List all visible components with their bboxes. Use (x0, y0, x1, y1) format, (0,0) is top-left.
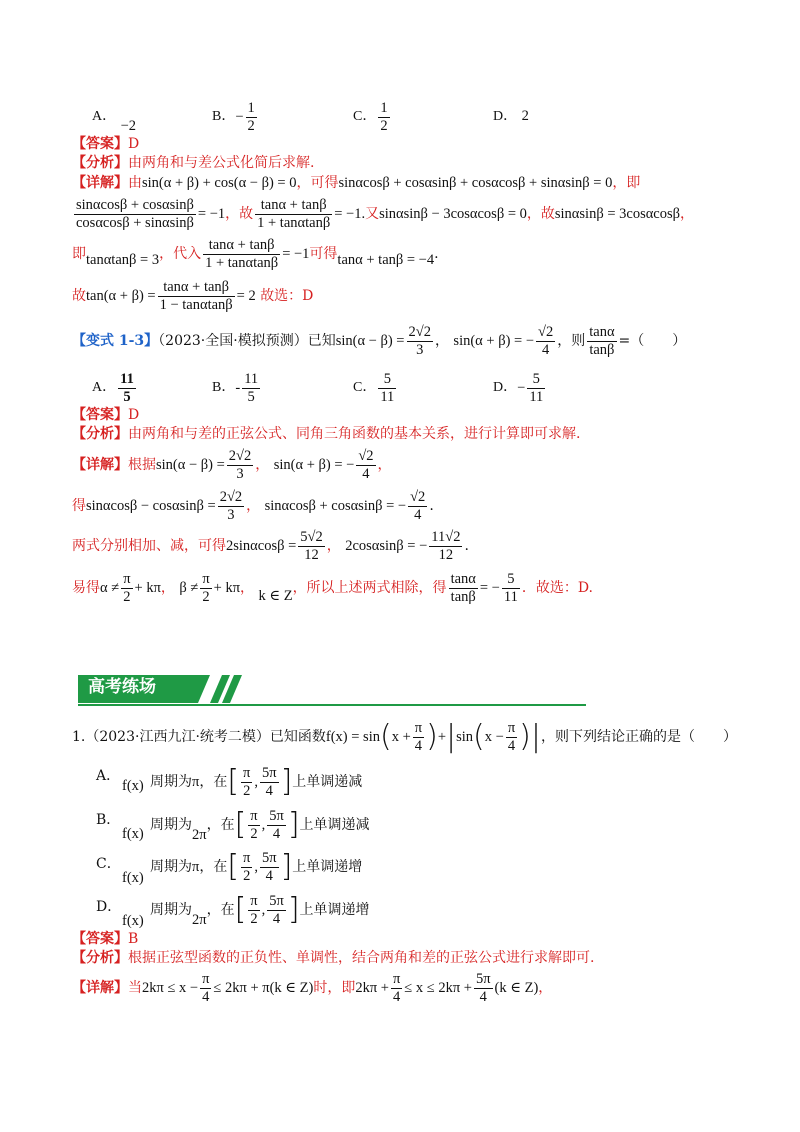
fraction: $\frac{11√2}{12}$ (431, 529, 461, 563)
q1-option-c-body: 周期为π，在[ $\frac{\pi}{2}$ , $\frac{5\pi}{4}$ ]上单调递增 (150, 849, 363, 885)
fraction: $\frac{\tan\alpha + \tan\beta}{1 + \tan\alpha\tan\beta}$ (257, 197, 331, 231)
fraction: $\frac{\tan\alpha}{\tan\beta}$ (450, 571, 476, 605)
fraction: $\frac{5\pi}{4}$ (262, 765, 277, 799)
fraction: $\frac{\tan\alpha + \tan\beta}{1 + \tan\alpha\tan\beta}$ (205, 237, 279, 271)
fraction: $\frac{5\pi}{4}$ (475, 971, 491, 1005)
fraction: $\frac{\pi}{4}$ (202, 971, 210, 1005)
variant-detail-line4: 易得α ≠ $\frac{\pi}{2}$ + kπ， β ≠ $\frac{\pi}{2}$ + kπ， k ∈ Z，所以上述两式相除，得 $\frac{\tan\alpha}{\tan\beta}$ = − $\frac{5}{11}$ ．故选：D. (72, 571, 594, 605)
q1-option-b-body: 周期为2π，在[ $\frac{\pi}{2}$ , $\frac{5\pi}{4}$ ]上单调递减 (150, 807, 370, 843)
variant-detail-line3: 两式分别相加、减，可得2sinαcosβ = $\frac{5√2}{12}$ ， 2cosαsinβ = − $\frac{11√2}{12}$ . (72, 529, 469, 563)
fraction: $\frac{\pi}{4}$ (414, 720, 423, 754)
variant-stem: 【变式 1-3】（2023·全国·模拟预测）已知sin(α − β) = $\frac{2√2}{3}$ ， sin(α + β) = − $\frac{√2}{4}$ ，则 $\frac{\tan\alpha}{\tan\beta}$ =（ ） (72, 324, 687, 358)
fraction: $\frac{5\pi}{4}$ (269, 893, 284, 927)
fraction: $\frac{√2}{4}$ (538, 324, 554, 358)
option-a: A． $\frac{11}{5}$ (92, 371, 134, 405)
prev-answer: 【答案】D (72, 136, 140, 152)
q1-answer: 【答案】B (72, 931, 139, 947)
q1-detail: 【详解】当2kπ ≤ x − $\frac{\pi}{4}$ ≤ 2kπ + π(k ∈ Z)时，即2kπ + $\frac{\pi}{4}$ ≤ x ≤ 2kπ + $\frac{5\pi}{4}$ (k ∈ Z)， (72, 971, 553, 1005)
fraction: $\frac{\pi}{2}$ (243, 765, 251, 799)
q1-option-c: C． f(x) (96, 856, 144, 886)
prev-analysis: 【分析】由两角和与差公式化简后求解. (72, 155, 315, 171)
fraction: $\frac{\pi}{4}$ (392, 971, 401, 1005)
q1-analysis: 【分析】根据正弦型函数的正负性、单调性，结合两角和差的正弦公式进行求解即可. (72, 950, 595, 966)
variant-answer: 【答案】D (72, 407, 140, 423)
fraction: $\frac{\pi}{2}$ (250, 893, 258, 927)
q1-option-a: A． f(x) (96, 768, 144, 794)
prev-detail-line1: 【详解】由sin(α + β) + cos(α − β) = 0，可得sinαcosβ + cosαsinβ + cosαcosβ + sinαsinβ = 0，即 (72, 175, 641, 191)
q1-option-d-body: 周期为2π，在[ $\frac{\pi}{2}$ , $\frac{5\pi}{4}$ ]上单调递增 (150, 892, 370, 928)
fraction: $\frac{\sin\alpha\cos\beta + \cos\alpha\sin\beta}{\cos\alpha\cos\beta + \sin\alpha\sin\beta}$ (76, 197, 194, 231)
q1-option-b: B． f(x) (96, 812, 144, 842)
option-c: C． $\frac{1}{2}$ (353, 100, 388, 134)
variant-detail-line1: 【详解】根据sin(α − β) = $\frac{2√2}{3}$ ， sin(α + β) = − $\frac{√2}{4}$ ， (72, 448, 392, 482)
fraction: $\frac{\pi}{2}$ (202, 571, 210, 605)
fraction: $\frac{2√2}{3}$ (219, 489, 243, 523)
fraction: $\frac{5}{11}$ (503, 571, 518, 605)
fraction: $\frac{2√2}{3}$ (408, 324, 431, 358)
option-b: B．− $\frac{1}{2}$ (212, 100, 255, 134)
q1-option-a-body: 周期为π，在[ $\frac{\pi}{2}$ , $\frac{5\pi}{4}$ ]上单调递减 (150, 764, 363, 800)
fraction: $\frac{5}{11}$ (380, 371, 395, 405)
q1-stem: 1.（2023·江西九江·统考二模）已知函数f(x) = sin(x + $\frac{\pi}{4}$ )+|sin(x − $\frac{\pi}{4}$ )|，则下列结论正确的是（ ） (72, 719, 737, 755)
option-d: D．− $\frac{5}{11}$ (493, 371, 544, 405)
fraction: $\frac{\pi}{4}$ (507, 720, 516, 754)
fraction: $\frac{1}{2}$ (247, 100, 255, 134)
fraction: $\frac{\tan\alpha + \tan\beta}{1 - \tan\alpha\tan\beta}$ (159, 279, 233, 313)
fraction: $\frac{\pi}{2}$ (243, 850, 251, 884)
fraction: $\frac{\pi}{2}$ (250, 808, 258, 842)
option-a: A． −2 (92, 109, 137, 134)
q1-option-d: D． f(x) (96, 899, 144, 929)
prev-detail-line2: $\frac{\sin\alpha\cos\beta + \cos\alpha\sin\beta}{\cos\alpha\cos\beta + \sin\alpha\sin\beta}$ = −1，故 $\frac{\tan\alpha + \tan\beta}{1 + \tan\alpha\tan\beta}$ = −1.又sinαsinβ − 3cosαcosβ = 0，故sinαsinβ = 3cosαcosβ， (76, 197, 695, 231)
option-c: C． $\frac{5}{11}$ (353, 371, 395, 405)
option-d: D． 2 (493, 108, 529, 124)
fraction: $\frac{√2}{4}$ (410, 489, 426, 523)
fraction: $\frac{11}{5}$ (244, 371, 259, 405)
fraction: $\frac{1}{2}$ (380, 100, 388, 134)
section-banner (78, 669, 588, 709)
fraction: $\frac{√2}{4}$ (358, 448, 374, 482)
fraction: $\frac{5}{11}$ (529, 371, 544, 405)
fraction: $\frac{\pi}{2}$ (123, 571, 131, 605)
fraction: $\frac{\tan\alpha}{\tan\beta}$ (589, 324, 615, 358)
fraction: $\frac{11}{5}$ (120, 371, 134, 405)
option-b: B．- $\frac{11}{5}$ (212, 371, 259, 405)
prev-detail-line3: 即tanαtanβ = 3，代入 $\frac{\tan\alpha + \tan\beta}{1 + \tan\alpha\tan\beta}$ = −1可得tanα + tanβ = −4. (72, 237, 439, 271)
banner-title: 高考练场 (88, 677, 156, 697)
fraction: $\frac{5\pi}{4}$ (262, 850, 277, 884)
fraction: $\frac{5\pi}{4}$ (269, 808, 284, 842)
prev-detail-line4: 故tan(α + β) = $\frac{\tan\alpha + \tan\beta}{1 - \tan\alpha\tan\beta}$ = 2 故选：D (72, 279, 314, 313)
variant-analysis: 【分析】由两角和与差的正弦公式、同角三角函数的基本关系，进行计算即可求解. (72, 426, 581, 442)
fraction: $\frac{2√2}{3}$ (228, 448, 252, 482)
fraction: $\frac{5√2}{12}$ (300, 529, 323, 563)
variant-detail-line2: 得sinαcosβ − cosαsinβ = $\frac{2√2}{3}$ ， sinαcosβ + cosαsinβ = − $\frac{√2}{4}$ . (72, 489, 434, 523)
